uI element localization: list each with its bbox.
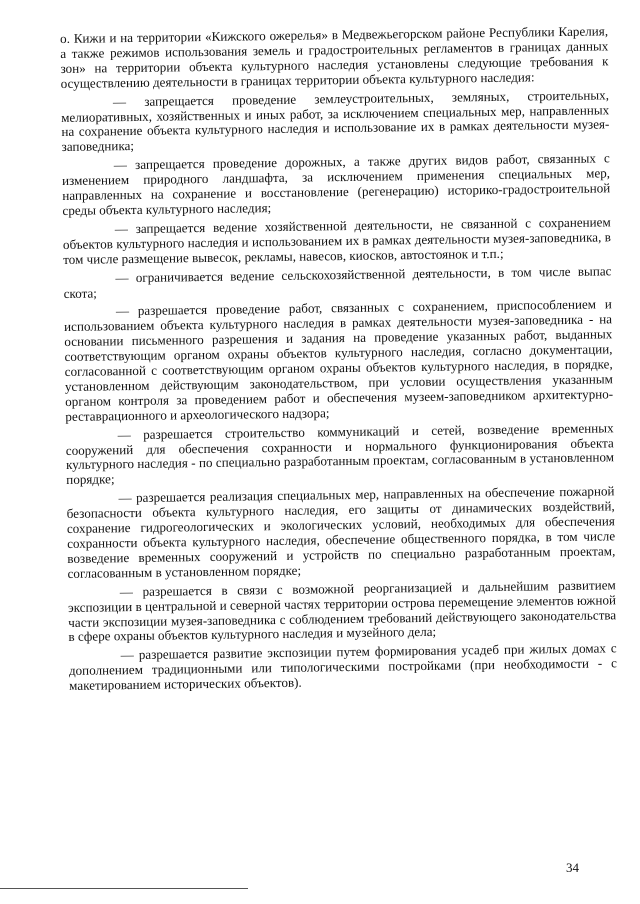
- requirement-item: — запрещается проведение дорожных, а также других видов работ, связанных с изменением природного ландшафта, за исключением применения специальных мер, направленных на сохранение и восстановление (регенерацию) историко-градостроительной среды объекта культурного наследия;: [61, 150, 611, 218]
- requirement-item: — разрешается реализация специальных мер, направленных на обеспечение пожарной безопасности объекта культурного наследия, его защиты от динамических воздействий, сохранение гидрогеологических и экологических условий, необходимых для обеспечения сохранности объекта культурного наследия, обеспечение общественного порядка, в том числе возведение временных сооружений и устройств по специально разработанным проектам, согласованным в установленном порядке;: [66, 483, 616, 581]
- requirement-item: — запрещается проведение землеустроительных, земляных, строительных, мелиоративных, хозяйственных и иных работ, за исключением специальных мер, направленных на сохранение объекта культурного наследия и использование их в рамках деятельности музея-заповедника;: [61, 86, 610, 155]
- intro-paragraph: о. Кижи и на территории «Кижского ожерелья» в Медвежьегорском районе Республики Карелия, а также режимов использования земель и градостроительных регламентов в границах данных зон» на территории объекта культурного наследия установлены следующие требования к осуществлению деятельности в границах территории объекта культурного наследия:: [59, 23, 609, 91]
- requirement-item: — разрешается строительство коммуникаций и сетей, возведение временных сооружений для обеспечения сохранности и нормального функционирования объекта культурного наследия - по специально разработанным проектам, согласованным в установленном порядке;: [65, 419, 615, 488]
- footer-rule: [0, 888, 248, 889]
- requirement-item: — запрещается ведение хозяйственной деятельности, не связанной с сохранением объектов культурного наследия и использованием их в рамках деятельности музея-заповедника, в том числе размещение вывесок, рекламы, навесов, киосков, автостоянок и т.п.;: [62, 214, 612, 267]
- requirement-item: — разрешается развитие экспозиции путем формирования усадеб при жилых домах с дополнением традиционными или типологическими постройками (при необходимости - с макетированием исторических объектов).: [68, 640, 617, 694]
- body-text: [60, 24, 617, 694]
- requirement-item: — ограничивается ведение сельскохозяйственной деятельности, в том числе выпас скота;: [63, 262, 612, 301]
- requirement-item: — разрешается в связи с возможной реорганизацией и дальнейшим развитием экспозиции в центральной и северной частях территории острова перемещение элементов южной части экспозиции музея-заповедника с соблюдением требований действующего законодательства в сфере охраны объектов культурного наследия и музейного дела;: [67, 577, 617, 645]
- page-number: 34: [566, 860, 579, 875]
- requirement-item: — разрешается проведение работ, связанных с сохранением, приспособлением и использованием объекта культурного наследия в рамках деятельности музея-заповедника - на основании письменного разрешения и задания на проведение указанных работ, выданных соответствующим органом охраны объектов культурного наследия, согласно документации, согласованной с соответствующим органом охраны объектов культурного наследия, в порядке, установленном действующим законодательством, при условии осуществления указанным органом контроля за проведением работ и обеспечения музеем-заповедником архитектурно-реставрационного и археологического надзора;: [64, 296, 614, 424]
